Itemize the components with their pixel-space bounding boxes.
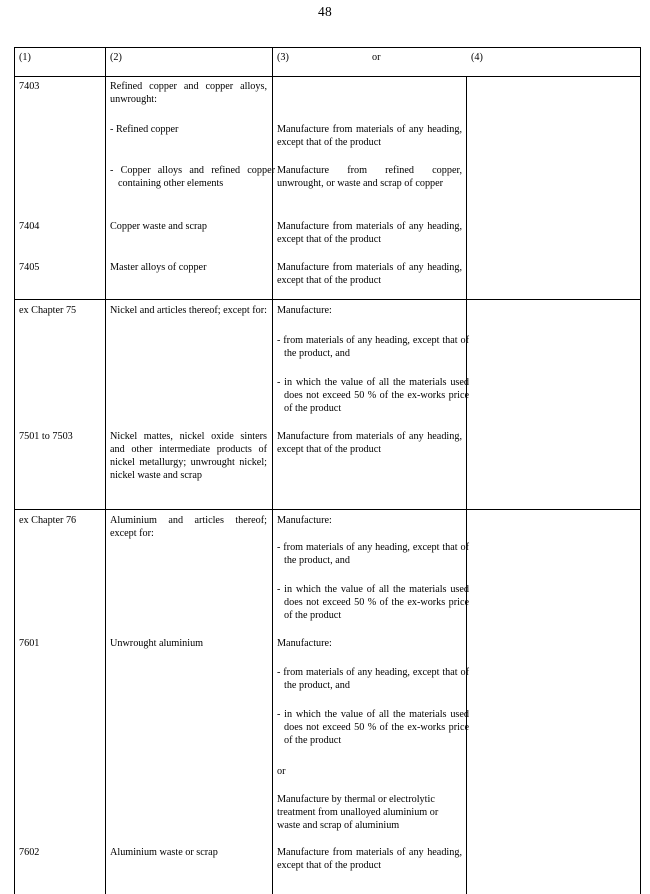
table-row-7404-code: 7404 (19, 221, 40, 232)
table-row-7405-rule: Manufacture from materials of any heading, except that of the product (277, 262, 462, 286)
table-row-7501-7503-rule: Manufacture from materials of any heading, except that of the product (277, 431, 462, 455)
row-separator-ex-chapter-75 (14, 299, 641, 300)
table-row-7601-rule-or: or (277, 766, 286, 777)
table-border-right (640, 47, 641, 894)
table-row-7601-rule-bullet-0: - from materials of any heading, except that of the product, and (277, 667, 469, 691)
table-row-7601-rule-bullet-1: - in which the value of all the materials used does not exceed 50 % of the ex-works price of the product (277, 709, 469, 746)
header-row-separator (14, 76, 641, 77)
table-row-7405-code: 7405 (19, 262, 40, 273)
column-header-or: or (372, 52, 381, 63)
table-row-ex-chapter-76-rule-intro: Manufacture: (277, 515, 332, 526)
table-row-ex-chapter-76-code: ex Chapter 76 (19, 515, 77, 526)
table-row-7403-sub-0-rule: Manufacture from materials of any heading, except that of the product (277, 124, 462, 148)
table-row-7601-code: 7601 (19, 638, 40, 649)
table-row-ex-chapter-75-description: Nickel and articles thereof; except for: (110, 305, 267, 316)
table-row-ex-chapter-75-rule-bullet-0: - from materials of any heading, except that of the product, and (277, 335, 469, 359)
column-header-4: (4) (471, 52, 483, 63)
table-row-7403-description: Refined copper and copper alloys, unwrought: (110, 81, 267, 105)
table-row-ex-chapter-75-rule-bullet-1: - in which the value of all the materials used does not exceed 50 % of the ex-works price of the product (277, 377, 469, 414)
table-row-7404-description: Copper waste and scrap (110, 221, 208, 232)
table-row-ex-chapter-75-rule-intro: Manufacture: (277, 305, 332, 316)
table-row-7501-7503-code: 7501 to 7503 (19, 431, 73, 442)
table-row-7601-rule-intro: Manufacture: (277, 638, 332, 649)
table-row-7403-sub-1-rule: Manufacture from refined copper, unwrought, or waste and scrap of copper (277, 165, 462, 189)
table-row-ex-chapter-76-description: Aluminium and articles thereof; except for: (110, 515, 267, 539)
column-header-2: (2) (110, 52, 122, 63)
table-row-7602-rule: Manufacture from materials of any heading, except that of the product (277, 847, 462, 871)
table-row-7602-code: 7602 (19, 847, 40, 858)
page-number: 48 (318, 4, 332, 19)
table-row-7404-rule: Manufacture from materials of any heading, except that of the product (277, 221, 462, 245)
table-row-7405-description: Master alloys of copper (110, 262, 207, 273)
column-header-3: (3) (277, 52, 289, 63)
table-row-7403-code: 7403 (19, 81, 40, 92)
table-row-7601-rule-alt: Manufacture by thermal or electrolytic treatment from unalloyed aluminium or waste and scrap of aluminium (277, 794, 439, 831)
table-row-7501-7503-description: Nickel mattes, nickel oxide sinters and other intermediate products of nickel metallurgy; unwrought nickel; nickel waste and scrap (110, 431, 267, 481)
table-row-ex-chapter-76-rule-bullet-0: - from materials of any heading, except that of the product, and (277, 542, 469, 566)
column-header-1: (1) (19, 52, 31, 63)
table-row-ex-chapter-76-rule-bullet-1: - in which the value of all the materials used does not exceed 50 % of the ex-works price of the product (277, 584, 469, 621)
row-separator-ex-chapter-76 (14, 509, 641, 510)
table-row-7403-sub-0-description: - Refined copper (110, 124, 179, 135)
table-row-7601-description: Unwrought aluminium (110, 638, 204, 649)
column-divider-3-4 (466, 76, 467, 894)
table-border-left (14, 47, 15, 894)
table-row-7403-sub-1-description: - Copper alloys and refined copper containing other elements (110, 165, 275, 189)
column-divider-1-2 (105, 47, 106, 894)
table-border-top (14, 47, 641, 48)
table-row-7602-description: Aluminium waste or scrap (110, 847, 218, 858)
table-row-ex-chapter-75-code: ex Chapter 75 (19, 305, 77, 316)
